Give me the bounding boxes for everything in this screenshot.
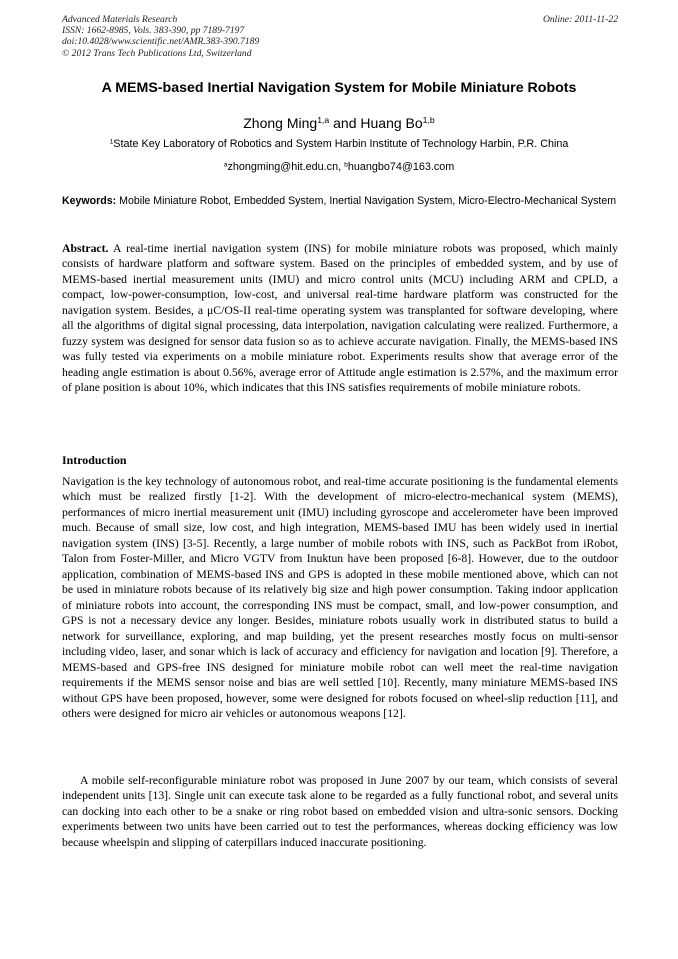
paper-title: A MEMS-based Inertial Navigation System for Mobile Miniature Robots <box>101 80 577 96</box>
journal-header <box>62 14 618 59</box>
affiliation <box>30 138 648 150</box>
author-superscript: 1,a <box>317 115 330 126</box>
author-superscript: 1,b <box>422 115 435 126</box>
abstract <box>62 241 618 396</box>
issn-line: ISSN: 1662-8985, Vols. 383-390, pp 7189-7197 <box>62 25 245 37</box>
abstract-text: A real-time inertial navigation system (INS) for mobile miniature robots was proposed, which mainly consists of hardware platform and software system. Based on the principles of embedded system, and by use of MEMS-based inertial measurement units (IMU) and micro control units (MCU) including ARM and CPLD, a compact, low-power-consumption, low-cost, and universal real-time hardware platform was constructed for the navigation system. Besides, a μC/OS-II real-time operating system was transplanted for software developing, where all the algorithms of digital signal processing, data interpolation, navigation calculating were realized. Furthermore, a fuzzy system was designed for sensor data fusion so as to achieve accurate navigation. Finally, the MEMS-based INS was fully tested via experiments on a mobile miniature robot. Experiments results show that average error of the heading angle estimation is about 0.56%, average error of Attitude angle estimation is 2.57%, and the maximum error of plane position is about 10%, which indicates that this INS satisfies requirements of mobile miniature robots. <box>62 242 618 395</box>
copyright-line: © 2012 Trans Tech Publications Ltd, Switzerland <box>62 47 252 59</box>
email-address: huangbo74@163.com <box>347 161 455 173</box>
section-heading-introduction: Introduction <box>62 453 127 467</box>
doi-line: doi:10.4028/www.scientific.net/AMR.383-390.7189 <box>62 36 260 48</box>
email-line <box>30 161 648 173</box>
email-superscript: a <box>223 161 228 169</box>
author-conjunction: and <box>329 115 361 131</box>
abstract-label: Abstract. <box>62 242 109 255</box>
online-date: Online: 2011-11-22 <box>542 14 618 25</box>
keywords-text: Mobile Miniature Robot, Embedded System, Inertial Navigation System, Micro-Electro-Mechanical System <box>116 195 617 207</box>
introduction-paragraph-2: A mobile self-reconfigurable miniature robot was proposed in June 2007 by our team, which consists of several independent units [13]. Single unit can execute task alone to be regarded as a fully functional robot, and several units can docking into each other to be a snake or ring robot based on embedded vision and ultra-sonic sensors. Docking experiments between two units have been carried out to test the performances, whereas docking efficiency was low because wheelspin and slipping of caterpillars induced inaccurate positioning. <box>62 774 618 849</box>
keywords-label: Keywords: <box>62 195 117 207</box>
affiliation-text: State Key Laboratory of Robotics and System Harbin Institute of Technology Harbin, P.R. China <box>113 138 569 150</box>
journal-name: Advanced Materials Research <box>62 14 178 25</box>
email-address: zhongming@hit.edu.cn, <box>227 161 345 173</box>
author-line <box>30 115 648 131</box>
introduction-paragraph-1: Navigation is the key technology of autonomous robot, and real-time accurate positioning is the fundamental elements which must be realized firstly [1-2]. With the development of micro-electro-mechanical system (MEMS), performances of micro inertial measurement unit (IMU) including gyroscope and accelerometer have been improved much. Because of small size, low cost, and high integration, MEMS-based IMU has been widely used in inertial navigation system (INS) [3-5]. Recently, a large number of mobile robots with INS, such as PackBot from iRobot, Talon from Foster-Miller, and Micro VGTV from Inuktun have been proposed [6-8]. However, due to the outdoor application, combination of MEMS-based INS and GPS is adopted in these mobile mentioned above, which can not be used in miniature robots because of its relatively big size and high power consumption. Taking indoor application of miniature robots into account, the corresponding INS must be compact, small, and low-power consumption, and GPS is not a necessary device any longer. Besides, miniature robots usually work in distributed status to build a network for surveillance, exploring, and map building, yet the present researches mostly focus on multi-sensor including video, laser, and sonar which is lack of accuracy and efficiency for navigation and location [9]. Therefore, a MEMS-based and GPS-free INS designed for miniature mobile robot can well meet the real-time navigation requirements if the MEMS sensor noise and bias are well settled [10]. Recently, many miniature MEMS-based INS without GPS have been proposed, however, some were designed for robots focused on wheel-slip reduction [11], and others were designed for micro air vehicles or autonomous weapons [12]. <box>62 475 618 721</box>
affiliation-superscript: 1 <box>109 138 114 146</box>
email-superscript: b <box>344 161 348 169</box>
author-name: Huang Bo <box>360 115 423 131</box>
keywords <box>62 194 618 208</box>
author-name: Zhong Ming <box>243 115 318 131</box>
